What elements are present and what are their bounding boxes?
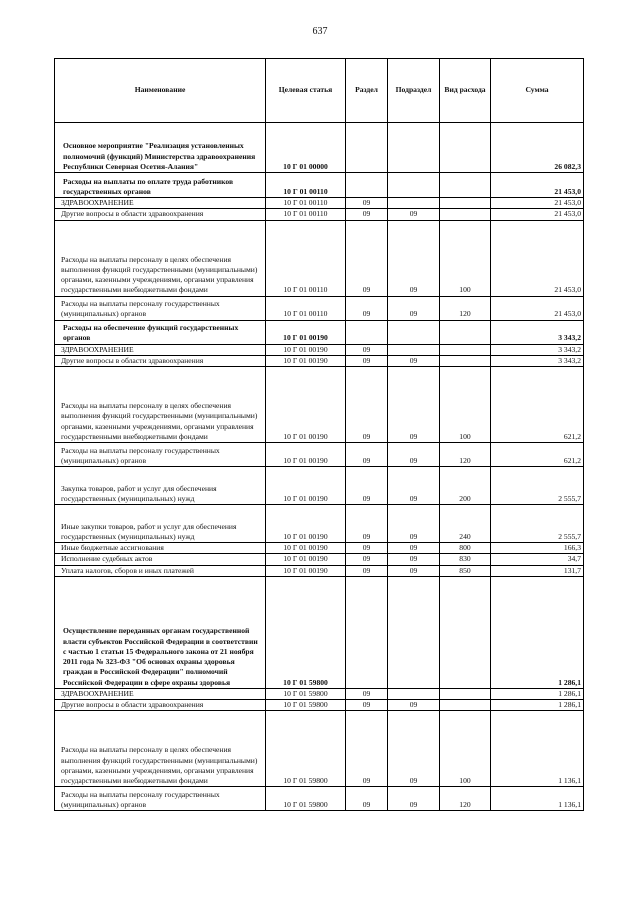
row-section [346,173,388,198]
page-number: 637 [312,26,328,37]
row-expense-type [440,344,491,355]
table-row [55,467,584,505]
row-section: 09 [346,711,388,787]
row-subsection: 09 [388,220,440,296]
row-sum: 21 453,0 [491,209,584,220]
table-row [55,123,584,173]
row-section: 09 [346,198,388,209]
table-row [55,700,584,711]
row-target-article: 10 Г 01 59800 [266,688,346,699]
row-sum: 21 453,0 [491,198,584,209]
row-name: Расходы на выплаты персоналу государственных (муниципальных) органов [55,787,266,811]
row-section [346,320,388,344]
table-row [55,220,584,296]
row-expense-type: 100 [440,711,491,787]
row-subsection: 09 [388,367,440,443]
row-subsection [388,198,440,209]
row-sum: 1 286,1 [491,700,584,711]
row-sum: 2 555,7 [491,505,584,543]
row-expense-type: 240 [440,505,491,543]
row-expense-type [440,209,491,220]
row-subsection: 09 [388,700,440,711]
row-name: Иные бюджетные ассигнования [55,543,266,554]
row-subsection: 09 [388,787,440,811]
row-name: Другие вопросы в области здравоохранения [55,700,266,711]
row-subsection [388,344,440,355]
row-subsection: 09 [388,505,440,543]
row-subsection [388,688,440,699]
row-target-article: 10 Г 01 00000 [266,123,346,173]
row-sum: 1 136,1 [491,787,584,811]
row-expense-type [440,173,491,198]
table-row [55,209,584,220]
row-subsection: 09 [388,296,440,320]
row-section: 09 [346,688,388,699]
row-expense-type: 800 [440,543,491,554]
table-row [55,787,584,811]
row-target-article: 10 Г 01 00190 [266,565,346,576]
row-subsection: 09 [388,554,440,565]
row-section: 09 [346,355,388,366]
row-expense-type: 850 [440,565,491,576]
row-sum: 166,3 [491,543,584,554]
row-expense-type: 830 [440,554,491,565]
row-section [346,576,388,688]
row-sum: 26 082,3 [491,123,584,173]
row-subsection [388,320,440,344]
row-sum: 621,2 [491,367,584,443]
table-row [55,543,584,554]
row-sum: 1 136,1 [491,711,584,787]
table-row [55,554,584,565]
row-expense-type: 100 [440,220,491,296]
row-section: 09 [346,467,388,505]
row-expense-type [440,688,491,699]
row-target-article: 10 Г 01 00110 [266,173,346,198]
row-target-article: 10 Г 01 00190 [266,505,346,543]
row-name: Уплата налогов, сборов и иных платежей [55,565,266,576]
table-row [55,296,584,320]
row-name: Другие вопросы в области здравоохранения [55,209,266,220]
row-target-article: 10 Г 01 59800 [266,700,346,711]
row-name: ЗДРАВООХРАНЕНИЕ [55,198,266,209]
row-name: Расходы на выплаты персоналу государственных (муниципальных) органов [55,443,266,467]
row-section: 09 [346,554,388,565]
row-target-article: 10 Г 01 59800 [266,787,346,811]
table-row [55,576,584,688]
row-target-article: 10 Г 01 00190 [266,543,346,554]
row-target-article: 10 Г 01 00110 [266,296,346,320]
row-name: Расходы на выплаты персоналу в целях обеспечения выполнения функций государственными (муниципальными) органами, казенными учреждениями, органами управления государственными внебюджетными фондами [55,711,266,787]
table-header-row [55,59,584,123]
budget-table [54,58,584,811]
row-section: 09 [346,565,388,576]
row-target-article: 10 Г 01 00190 [266,355,346,366]
row-subsection: 09 [388,467,440,505]
row-name: Расходы на выплаты по оплате труда работников государственных органов [55,173,266,198]
row-expense-type [440,576,491,688]
row-name: Основное мероприятие "Реализация установленных полномочий (функций) Министерства здравоохранения Республики Северная Осетия-Алания" [55,123,266,173]
row-subsection [388,123,440,173]
table-row [55,565,584,576]
row-name: Исполнение судебных актов [55,554,266,565]
row-sum: 131,7 [491,565,584,576]
row-expense-type: 120 [440,787,491,811]
row-target-article: 10 Г 01 59800 [266,576,346,688]
row-target-article: 10 Г 01 00110 [266,220,346,296]
row-subsection: 09 [388,565,440,576]
row-sum: 3 343,2 [491,320,584,344]
row-sum: 1 286,1 [491,688,584,699]
table-row [55,505,584,543]
row-expense-type [440,320,491,344]
row-expense-type [440,123,491,173]
row-sum: 21 453,0 [491,296,584,320]
table-row [55,355,584,366]
table-row [55,443,584,467]
row-section: 09 [346,700,388,711]
row-name: Осуществление переданных органам государственной власти субъектов Российской Федерации в соответствии с частью 1 статьи 15 Федерального закона от 21 ноября 2011 года № 323-ФЗ "Об основах охраны здоровья граждан в Российской Федерации" полномочий Российской Федерации в сфере охраны здоровья [55,576,266,688]
row-subsection [388,576,440,688]
row-name: ЗДРАВООХРАНЕНИЕ [55,688,266,699]
row-sum: 3 343,2 [491,344,584,355]
row-name: Расходы на выплаты персоналу в целях обеспечения выполнения функций государственными (муниципальными) органами, казенными учреждениями, органами управления государственными внебюджетными фондами [55,220,266,296]
row-section: 09 [346,296,388,320]
column-header-sum: Сумма [491,59,584,123]
row-expense-type: 120 [440,296,491,320]
row-subsection [388,173,440,198]
table-row [55,711,584,787]
row-target-article: 10 Г 01 00190 [266,344,346,355]
row-target-article: 10 Г 01 00110 [266,209,346,220]
table-row [55,198,584,209]
row-section: 09 [346,787,388,811]
row-name: ЗДРАВООХРАНЕНИЕ [55,344,266,355]
row-target-article: 10 Г 01 00190 [266,367,346,443]
row-sum: 21 453,0 [491,173,584,198]
row-target-article: 10 Г 01 00110 [266,198,346,209]
column-header-target-article: Целевая статья [266,59,346,123]
table-row [55,320,584,344]
column-header-name: Наименование [55,59,266,123]
row-section: 09 [346,220,388,296]
row-sum: 1 286,1 [491,576,584,688]
row-sum: 621,2 [491,443,584,467]
row-name: Закупка товаров, работ и услуг для обеспечения государственных (муниципальных) нужд [55,467,266,505]
row-expense-type [440,355,491,366]
row-target-article: 10 Г 01 00190 [266,443,346,467]
row-subsection: 09 [388,355,440,366]
row-section: 09 [346,543,388,554]
column-header-subsection: Подраздел [388,59,440,123]
row-subsection: 09 [388,209,440,220]
row-section: 09 [346,344,388,355]
row-target-article: 10 Г 01 00190 [266,554,346,565]
row-name: Другие вопросы в области здравоохранения [55,355,266,366]
row-sum: 2 555,7 [491,467,584,505]
row-name: Расходы на обеспечение функций государственных органов [55,320,266,344]
row-target-article: 10 Г 01 00190 [266,467,346,505]
row-sum: 21 453,0 [491,220,584,296]
table-row [55,173,584,198]
row-subsection: 09 [388,711,440,787]
row-name: Расходы на выплаты персоналу в целях обеспечения выполнения функций государственными (муниципальными) органами, казенными учреждениями, органами управления государственными внебюджетными фондами [55,367,266,443]
row-section: 09 [346,209,388,220]
row-subsection: 09 [388,543,440,554]
row-expense-type [440,700,491,711]
row-expense-type [440,198,491,209]
column-header-section: Раздел [346,59,388,123]
row-section: 09 [346,443,388,467]
row-section [346,123,388,173]
row-name: Расходы на выплаты персоналу государственных (муниципальных) органов [55,296,266,320]
table-row [55,688,584,699]
row-target-article: 10 Г 01 59800 [266,711,346,787]
table-row [55,344,584,355]
row-sum: 34,7 [491,554,584,565]
row-section: 09 [346,367,388,443]
row-section: 09 [346,505,388,543]
column-header-expense-type: Вид расхода [440,59,491,123]
row-name: Иные закупки товаров, работ и услуг для обеспечения государственных (муниципальных) нужд [55,505,266,543]
row-expense-type: 200 [440,467,491,505]
row-target-article: 10 Г 01 00190 [266,320,346,344]
table-row [55,367,584,443]
row-subsection: 09 [388,443,440,467]
row-expense-type: 100 [440,367,491,443]
row-expense-type: 120 [440,443,491,467]
row-sum: 3 343,2 [491,355,584,366]
